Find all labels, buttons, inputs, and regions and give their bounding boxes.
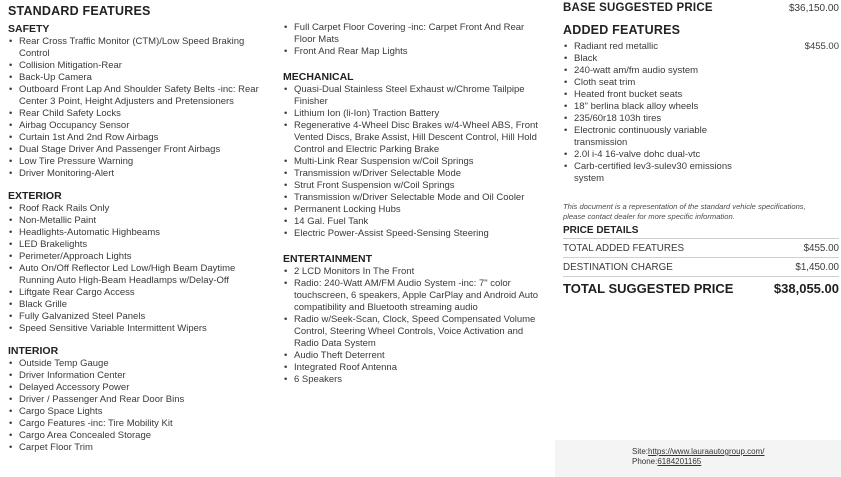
added-feature-label: • 2.0l i-4 16-valve dohc dual-vtc (574, 149, 701, 160)
feature-item: • Speed Sensitive Variable Intermittent Wipers (8, 323, 270, 335)
price-detail-row (563, 276, 839, 301)
feature-item: • Rear Cross Traffic Monitor (CTM)/Low Speed Braking Control (8, 36, 270, 60)
feature-item: • Radio: 240-Watt AM/FM Audio System -inc: 7" color touchscreen, 6 speakers, Apple CarPlay and Android Auto compatibility and Bluetooth streaming audio (283, 278, 541, 314)
site-link[interactable]: https://www.lauraautogroup.com/ (648, 447, 765, 456)
section-heading: SAFETY (8, 23, 50, 35)
feature-item: • Delayed Accessory Power (8, 382, 270, 394)
left-feature-sections (8, 23, 270, 454)
feature-item: • Curtain 1st And 2nd Row Airbags (8, 132, 270, 144)
added-feature-item (563, 65, 839, 77)
feature-item: • 6 Speakers (283, 374, 541, 386)
contact-block (555, 440, 841, 477)
added-feature-item (563, 101, 839, 113)
added-features-heading: ADDED FEATURES (563, 23, 681, 37)
added-feature-label: • Electronic continuously variable transmission (574, 125, 708, 148)
price-details-heading: PRICE DETAILS (563, 225, 639, 236)
feature-item: • Driver Information Center (8, 370, 270, 382)
added-feature-label: • Black (574, 53, 598, 64)
feature-section (8, 23, 270, 180)
feature-item: • Cargo Features -inc: Tire Mobility Kit (8, 418, 270, 430)
standard-features-title: STANDARD FEATURES (8, 4, 151, 18)
feature-item: • Auto On/Off Reflector Led Low/High Beam Daytime Running Auto High-Beam Headlamps w/Delay-Off (8, 263, 270, 287)
price-detail-value: $1,450.00 (795, 261, 839, 273)
feature-list (283, 266, 541, 386)
feature-item: • Fully Galvanized Steel Panels (8, 311, 270, 323)
feature-item: • Rear Child Safety Locks (8, 108, 270, 120)
feature-item: • Audio Theft Deterrent (283, 350, 541, 362)
feature-item: • Headlights-Automatic Highbeams (8, 227, 270, 239)
feature-item: • Integrated Roof Antenna (283, 362, 541, 374)
feature-item: • Collision Mitigation-Rear (8, 60, 270, 72)
section-heading: EXTERIOR (8, 190, 62, 202)
base-price-label: BASE SUGGESTED PRICE (563, 2, 713, 14)
added-features-list (563, 41, 839, 185)
feature-item: • Airbag Occupancy Sensor (8, 120, 270, 132)
feature-section (8, 345, 270, 454)
feature-list (283, 84, 541, 240)
feature-list (8, 203, 270, 335)
price-detail-value: $455.00 (803, 242, 839, 254)
price-detail-label: DESTINATION CHARGE (563, 261, 673, 273)
added-feature-item (563, 89, 839, 101)
feature-item: • Dual Stage Driver And Passenger Front Airbags (8, 144, 270, 156)
feature-item: • Cargo Space Lights (8, 406, 270, 418)
feature-item: • 14 Gal. Fuel Tank (283, 216, 541, 228)
disclaimer-text: This document is a representation of the standard vehicle specifications, please contact dealer for more specific information. (563, 202, 806, 221)
feature-list (283, 22, 541, 58)
feature-item: • Regenerative 4-Wheel Disc Brakes w/4-Wheel ABS, Front Vented Discs, Brake Assist, Hill Descent Control, Hill Hold Control and Electric Parking Brake (283, 120, 541, 156)
added-feature-item (563, 53, 839, 65)
feature-item: • Lithium Ion (li-Ion) Traction Battery (283, 108, 541, 120)
price-detail-label: TOTAL SUGGESTED PRICE (563, 281, 734, 296)
added-feature-label: • Cloth seat trim (574, 77, 636, 88)
price-detail-label: TOTAL ADDED FEATURES (563, 242, 685, 254)
feature-item: • Transmission w/Driver Selectable Mode (283, 168, 541, 180)
section-heading: INTERIOR (8, 345, 59, 357)
feature-item: • Radio w/Seek-Scan, Clock, Speed Compensated Volume Control, Steering Wheel Controls, Voice Activation and Radio Data System (283, 314, 541, 350)
added-feature-item (563, 125, 839, 149)
feature-item: • Electric Power-Assist Speed-Sensing Steering (283, 228, 541, 240)
price-detail-row (563, 238, 839, 257)
phone-link[interactable]: 6184201165 (657, 457, 702, 466)
site-line (632, 447, 841, 457)
feature-item: • Low Tire Pressure Warning (8, 156, 270, 168)
feature-item: • Multi-Link Rear Suspension w/Coil Springs (283, 156, 541, 168)
feature-item: • Strut Front Suspension w/Coil Springs (283, 180, 541, 192)
section-heading: ENTERTAINMENT (283, 253, 373, 265)
feature-item: • Carpet Floor Trim (8, 442, 270, 454)
added-feature-label: • 240-watt am/fm audio system (574, 65, 699, 76)
feature-item: • Full Carpet Floor Covering -inc: Carpet Front And Rear Floor Mats (283, 22, 541, 46)
base-price-value: $36,150.00 (788, 3, 839, 14)
feature-item: • Perimeter/Approach Lights (8, 251, 270, 263)
added-feature-item (563, 77, 839, 89)
feature-item: • Quasi-Dual Stainless Steel Exhaust w/Chrome Tailpipe Finisher (283, 84, 541, 108)
price-detail-value: $38,055.00 (773, 281, 839, 296)
feature-item: • Non-Metallic Paint (8, 215, 270, 227)
feature-section (283, 71, 541, 240)
feature-list (8, 36, 270, 180)
added-feature-label: • Heated front bucket seats (574, 89, 683, 100)
feature-item: • Outside Temp Gauge (8, 358, 270, 370)
section-heading: MECHANICAL (283, 71, 354, 83)
feature-item: • Transmission w/Driver Selectable Mode and Oil Cooler (283, 192, 541, 204)
price-detail-row (563, 257, 839, 276)
phone-label: Phone: (632, 457, 658, 466)
added-feature-label: • Carb-certified lev3-sulev30 emissions system (574, 161, 732, 184)
added-feature-label: • 235/60r18 103h tires (574, 113, 662, 124)
feature-item: • Cargo Area Concealed Storage (8, 430, 270, 442)
base-price-row (563, 2, 839, 14)
feature-section (283, 22, 541, 58)
added-feature-label: • Radiant red metallic (574, 41, 658, 52)
added-feature-price: $455.00 (804, 41, 839, 52)
feature-section (283, 253, 541, 386)
added-feature-item (563, 161, 839, 185)
feature-item: • Black Grille (8, 299, 270, 311)
feature-item: • Outboard Front Lap And Shoulder Safety Belts -inc: Rear Center 3 Point, Height Adjusters and Pretensioners (8, 84, 270, 108)
feature-item: • 2 LCD Monitors In The Front (283, 266, 541, 278)
feature-item: • LED Brakelights (8, 239, 270, 251)
feature-item: • Roof Rack Rails Only (8, 203, 270, 215)
feature-item: • Front And Rear Map Lights (283, 46, 541, 58)
price-details-table (563, 238, 839, 301)
added-feature-label: • 18" berlina black alloy wheels (574, 101, 699, 112)
standard-features-column-2 (283, 22, 541, 399)
added-feature-item (563, 149, 839, 161)
added-feature-item (563, 113, 839, 125)
feature-item: • Driver / Passenger And Rear Door Bins (8, 394, 270, 406)
price-panel (563, 2, 839, 475)
feature-list (8, 358, 270, 454)
feature-item: • Driver Monitoring-Alert (8, 168, 270, 180)
added-feature-item (563, 41, 839, 53)
standard-features-column-1 (8, 4, 270, 464)
feature-section (8, 190, 270, 335)
feature-item: • Liftgate Rear Cargo Access (8, 287, 270, 299)
site-label: Site: (632, 447, 649, 456)
feature-item: • Permanent Locking Hubs (283, 204, 541, 216)
feature-item: • Back-Up Camera (8, 72, 270, 84)
phone-line (632, 457, 841, 467)
